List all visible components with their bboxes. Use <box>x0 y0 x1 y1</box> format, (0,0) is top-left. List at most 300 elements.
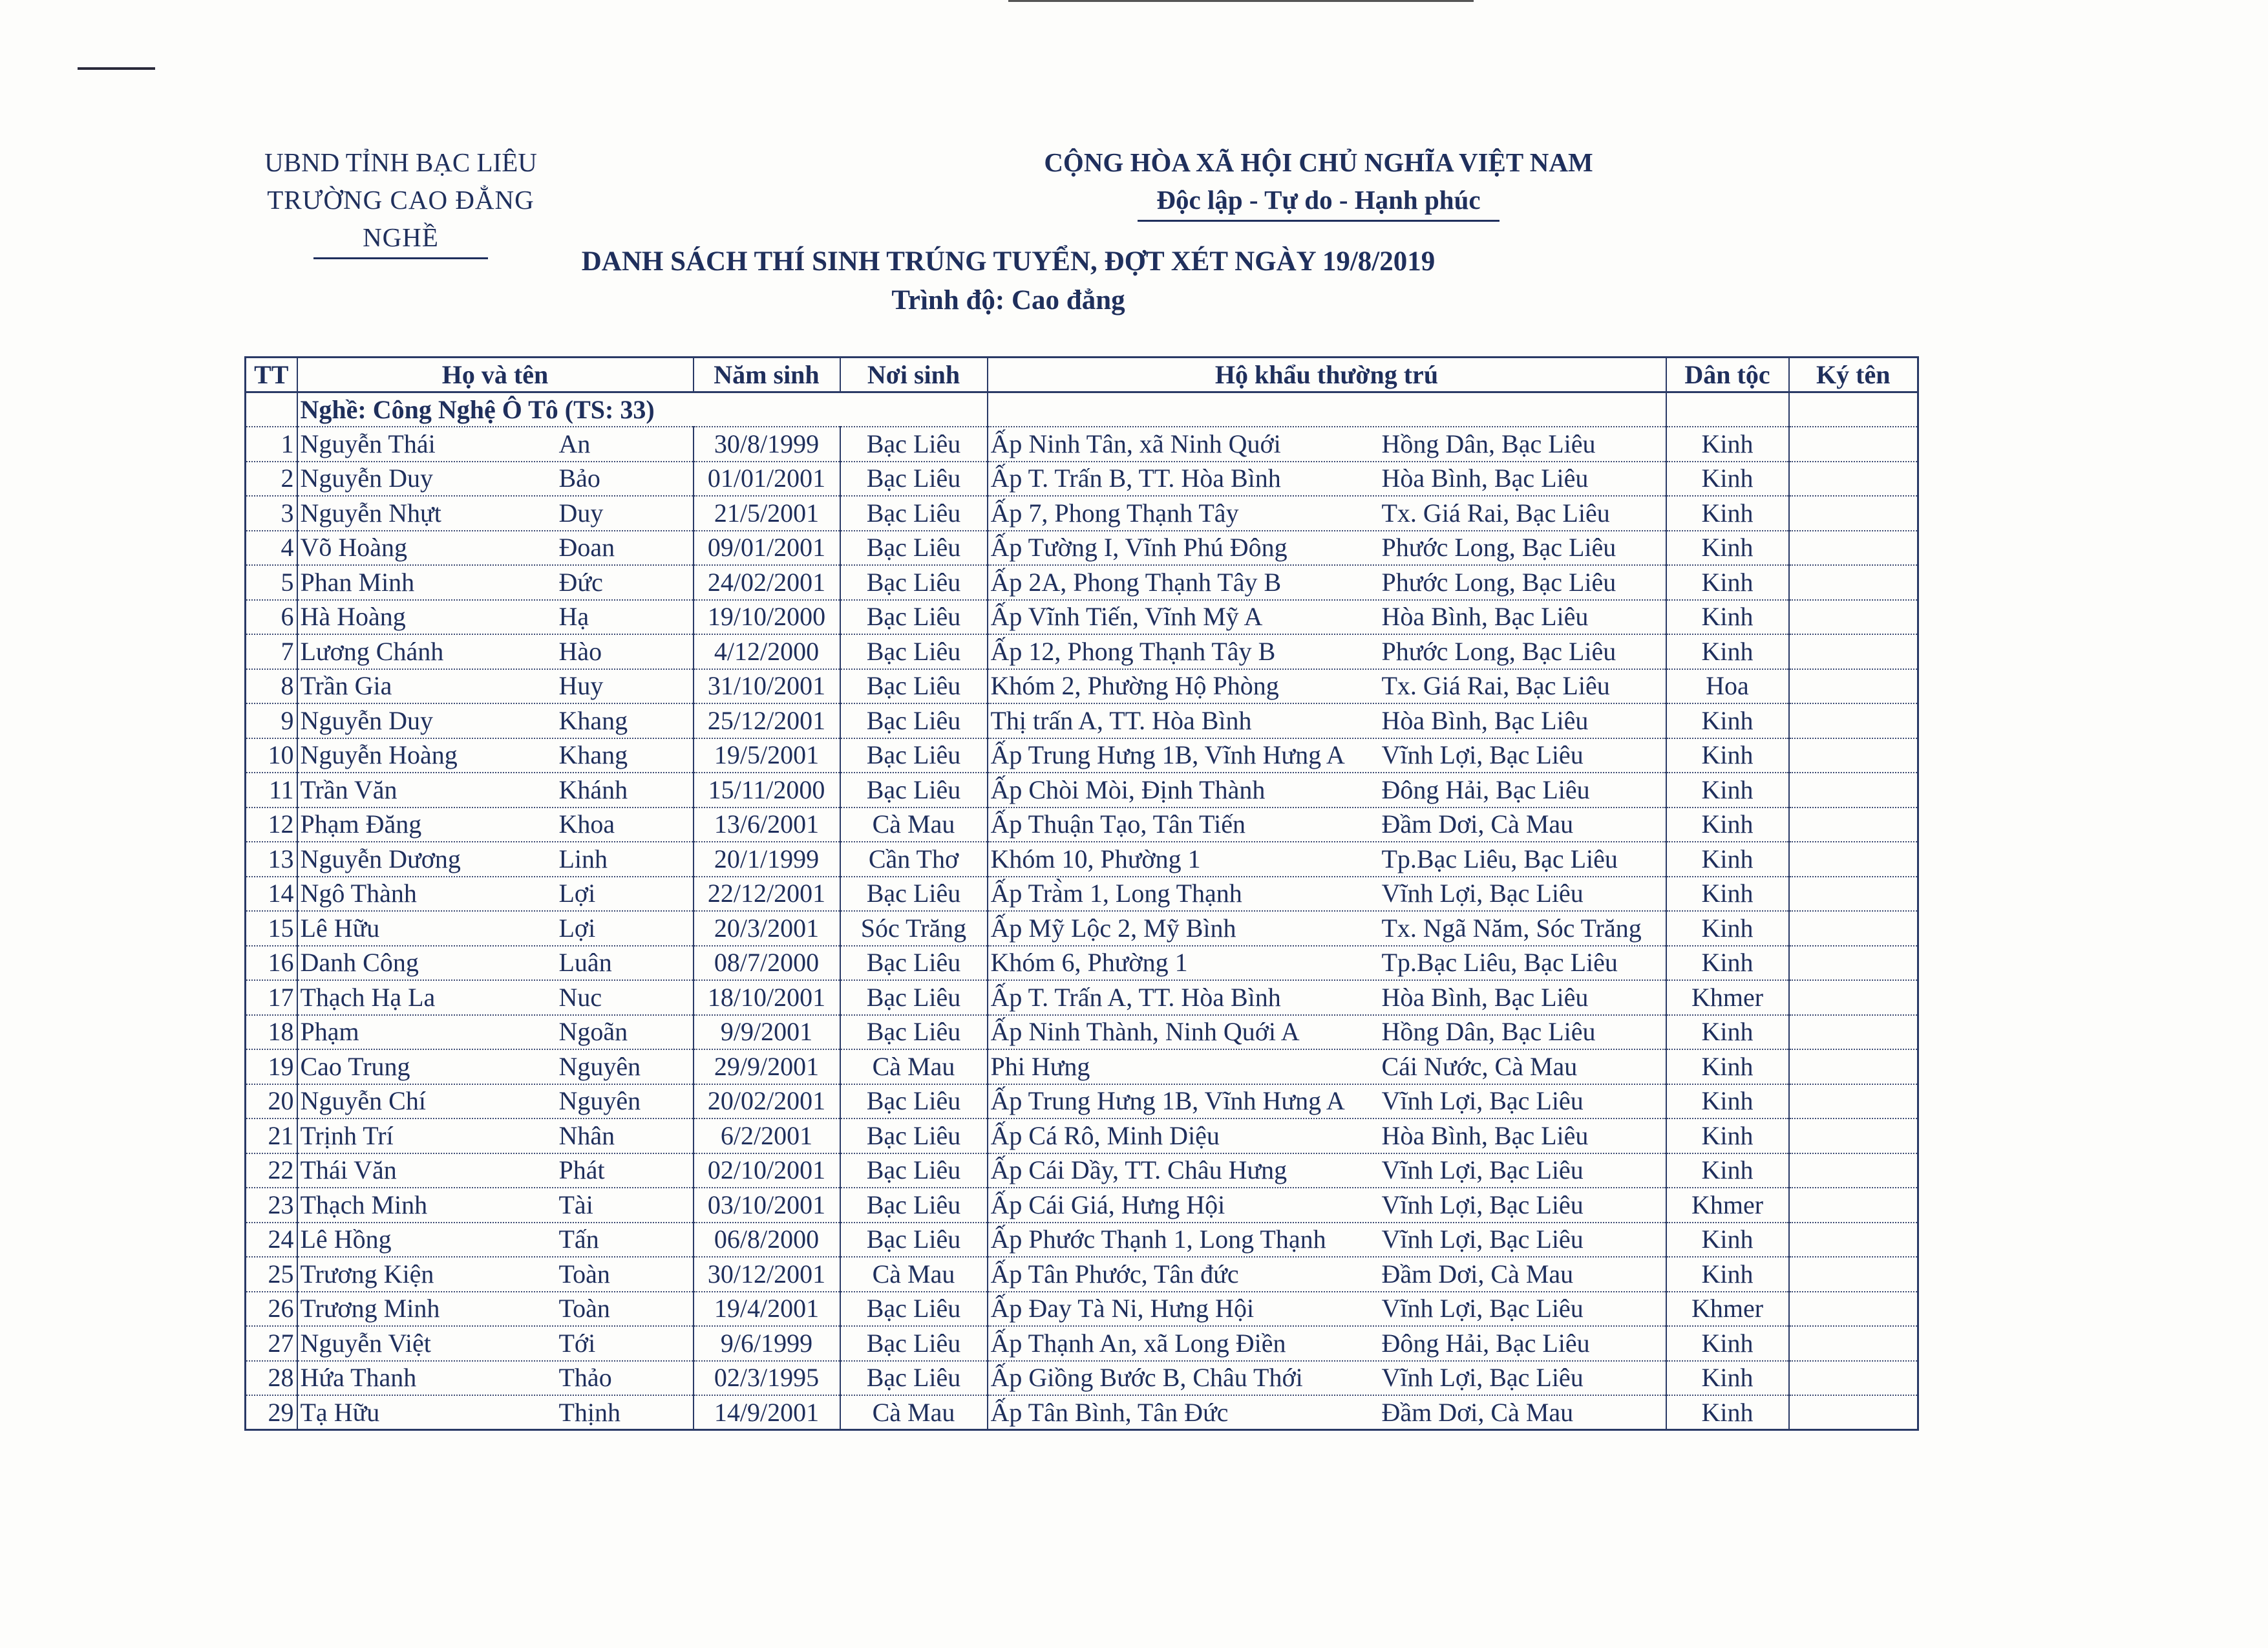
residence-cell <box>988 1118 1666 1153</box>
residence-address: Ấp Cá Rô, Minh Diệu <box>990 1120 1220 1150</box>
birthplace: Bạc Liêu <box>840 600 988 635</box>
student-given-name: Toàn <box>558 1294 610 1323</box>
residence-cell <box>988 1084 1666 1119</box>
motto-line-1: CỘNG HÒA XÃ HỘI CHỦ NGHĨA VIỆT NAM <box>1044 147 1593 177</box>
col-header-name: Họ và tên <box>297 358 694 392</box>
residence-address: Ấp Thuận Tạo, Tân Tiến <box>990 809 1245 839</box>
residence-district: Phước Long, Bạc Liêu <box>1381 636 1616 666</box>
row-number: 1 <box>246 427 297 462</box>
admission-table <box>244 356 1919 1431</box>
birthplace: Bạc Liêu <box>840 1188 988 1223</box>
student-family-name: Phạm <box>300 1017 359 1047</box>
signature-cell <box>1789 427 1918 462</box>
birthplace: Bạc Liêu <box>840 738 988 773</box>
student-given-name: Huy <box>558 671 604 701</box>
student-name-cell <box>297 808 694 842</box>
birthplace: Bạc Liêu <box>840 1292 988 1327</box>
student-name-cell <box>297 1188 694 1223</box>
residence-address: Ấp Trung Hưng 1B, Vĩnh Hưng A <box>990 740 1345 770</box>
student-family-name: Thạch Minh <box>300 1190 428 1219</box>
residence-cell <box>988 1049 1666 1084</box>
birthplace: Bạc Liêu <box>840 946 988 981</box>
birth-date: 09/01/2001 <box>694 531 840 566</box>
student-family-name: Hứa Thanh <box>300 1363 417 1393</box>
residence-cell <box>988 462 1666 497</box>
birth-date: 19/4/2001 <box>694 1292 840 1327</box>
residence-address: Thị trấn A, TT. Hòa Bình <box>990 705 1252 735</box>
ethnicity: Kinh <box>1666 462 1789 497</box>
table-row <box>246 980 1918 1015</box>
birth-date: 02/10/2001 <box>694 1153 840 1188</box>
ethnicity: Kinh <box>1666 877 1789 912</box>
student-name-cell <box>297 703 694 738</box>
national-motto <box>957 144 1680 222</box>
table-row <box>246 946 1918 981</box>
student-name-cell <box>297 1223 694 1257</box>
ethnicity: Kinh <box>1666 1223 1789 1257</box>
student-given-name: Tài <box>558 1190 593 1219</box>
birth-date: 24/02/2001 <box>694 565 840 600</box>
residence-cell <box>988 1292 1666 1327</box>
ethnicity: Kinh <box>1666 1084 1789 1119</box>
residence-district: Tp.Bạc Liêu, Bạc Liêu <box>1381 948 1618 978</box>
ethnicity: Kinh <box>1666 1015 1789 1050</box>
ethnicity: Kinh <box>1666 911 1789 946</box>
birth-date: 22/12/2001 <box>694 877 840 912</box>
residence-cell <box>988 600 1666 635</box>
row-number: 7 <box>246 634 297 669</box>
birthplace: Sóc Trăng <box>840 911 988 946</box>
birthplace: Bạc Liêu <box>840 1361 988 1396</box>
table-row <box>246 531 1918 566</box>
row-number: 24 <box>246 1223 297 1257</box>
motto-underline <box>1138 220 1500 222</box>
ethnicity: Kinh <box>1666 600 1789 635</box>
birth-date: 21/5/2001 <box>694 496 840 531</box>
student-name-cell <box>297 842 694 877</box>
row-number: 11 <box>246 773 297 808</box>
student-given-name: Khang <box>558 740 628 770</box>
residence-cell <box>988 1257 1666 1292</box>
residence-district: Hồng Dân, Bạc Liêu <box>1381 429 1596 458</box>
signature-cell <box>1789 738 1918 773</box>
authority-line-2: TRƯỜNG CAO ĐẲNG NGHỀ <box>267 185 535 252</box>
student-given-name: Toàn <box>558 1259 610 1289</box>
signature-cell <box>1789 911 1918 946</box>
residence-address: Ấp T. Trấn B, TT. Hòa Bình <box>990 464 1281 493</box>
signature-cell <box>1789 980 1918 1015</box>
residence-address: Ấp T. Trấn A, TT. Hòa Bình <box>990 982 1281 1012</box>
residence-district: Vĩnh Lợi, Bạc Liêu <box>1381 1363 1584 1393</box>
ethnicity: Khmer <box>1666 1188 1789 1223</box>
row-number: 22 <box>246 1153 297 1188</box>
col-header-birth-year: Năm sinh <box>694 358 840 392</box>
student-given-name: Lợi <box>558 913 596 943</box>
residence-cell <box>988 1153 1666 1188</box>
col-header-signature: Ký tên <box>1789 358 1918 392</box>
student-family-name: Lê Hữu <box>300 913 380 943</box>
signature-cell <box>1789 1257 1918 1292</box>
student-name-cell <box>297 427 694 462</box>
table-row <box>246 1153 1918 1188</box>
signature-cell <box>1789 1395 1918 1430</box>
row-number: 19 <box>246 1049 297 1084</box>
student-name-cell <box>297 462 694 497</box>
student-name-cell <box>297 1015 694 1050</box>
birthplace: Bạc Liêu <box>840 703 988 738</box>
birth-date: 6/2/2001 <box>694 1118 840 1153</box>
birth-date: 30/12/2001 <box>694 1257 840 1292</box>
table-row <box>246 808 1918 842</box>
col-header-ethnicity: Dân tộc <box>1666 358 1789 392</box>
birthplace: Cần Thơ <box>840 842 988 877</box>
residence-address: Ấp 7, Phong Thạnh Tây <box>990 498 1239 528</box>
row-number: 12 <box>246 808 297 842</box>
student-name-cell <box>297 669 694 704</box>
birth-date: 29/9/2001 <box>694 1049 840 1084</box>
residence-address: Ấp Tân Phước, Tân đức <box>990 1259 1239 1289</box>
table-row <box>246 703 1918 738</box>
student-family-name: Nguyễn Thái <box>300 429 436 458</box>
residence-address: Ấp Trà̀m 1, Long Thạnh <box>990 879 1242 908</box>
row-number: 9 <box>246 703 297 738</box>
document-subtitle: Trình độ: Cao đẳng <box>891 285 1125 316</box>
birth-date: 20/1/1999 <box>694 842 840 877</box>
row-number: 26 <box>246 1292 297 1327</box>
row-number: 21 <box>246 1118 297 1153</box>
student-name-cell <box>297 773 694 808</box>
signature-cell <box>1789 1118 1918 1153</box>
table-row <box>246 1292 1918 1327</box>
motto-line-2: Độc lập - Tự do - Hạnh phúc <box>1156 185 1481 215</box>
student-family-name: Trương Minh <box>300 1294 440 1323</box>
authority-line-1: UBND TỈNH BẠC LIÊU <box>264 147 537 177</box>
residence-cell <box>988 703 1666 738</box>
residence-district: Đông Hải, Bạc Liêu <box>1381 775 1590 804</box>
student-name-cell <box>297 496 694 531</box>
student-name-cell <box>297 1118 694 1153</box>
col-header-residence: Hộ khẩu thường trú <box>988 358 1666 392</box>
table-row <box>246 842 1918 877</box>
table-row <box>246 1015 1918 1050</box>
birthplace: Bạc Liêu <box>840 1015 988 1050</box>
ethnicity: Kinh <box>1666 634 1789 669</box>
residence-cell <box>988 1015 1666 1050</box>
table-row <box>246 911 1918 946</box>
ethnicity: Kinh <box>1666 427 1789 462</box>
student-name-cell <box>297 1326 694 1361</box>
residence-district: Đầm Dơi, Cà Mau <box>1381 809 1574 839</box>
signature-cell <box>1789 1084 1918 1119</box>
residence-cell <box>988 1188 1666 1223</box>
student-family-name: Thạch Hạ La <box>300 982 436 1012</box>
student-given-name: Khánh <box>558 775 628 804</box>
birthplace: Bạc Liêu <box>840 496 988 531</box>
row-number: 25 <box>246 1257 297 1292</box>
birth-date: 4/12/2000 <box>694 634 840 669</box>
student-name-cell <box>297 1049 694 1084</box>
table-row <box>246 496 1918 531</box>
residence-district: Đầm Dơi, Cà Mau <box>1381 1397 1574 1427</box>
student-family-name: Thái Văn <box>300 1155 397 1185</box>
birth-date: 02/3/1995 <box>694 1361 840 1396</box>
row-number: 20 <box>246 1084 297 1119</box>
student-family-name: Trịnh Trí <box>300 1120 394 1150</box>
student-family-name: Nguyễn Duy <box>300 464 434 493</box>
residence-district: Hòa Bình, Bạc Liêu <box>1381 705 1589 735</box>
residence-address: Ấp Giồng Bước B, Châu Thới <box>990 1363 1303 1393</box>
authority-underline <box>313 257 488 259</box>
ethnicity: Kinh <box>1666 1326 1789 1361</box>
signature-cell <box>1789 1153 1918 1188</box>
table-row <box>246 1395 1918 1430</box>
residence-district: Vĩnh Lợi, Bạc Liêu <box>1381 1225 1584 1254</box>
birth-date: 20/02/2001 <box>694 1084 840 1119</box>
student-name-cell <box>297 565 694 600</box>
birthplace: Bạc Liêu <box>840 1084 988 1119</box>
student-given-name: Lợi <box>558 879 596 908</box>
residence-district: Hòa Bình, Bạc Liêu <box>1381 602 1589 632</box>
student-given-name: Hạ <box>558 602 589 632</box>
residence-address: Phi Hưng <box>990 1051 1090 1081</box>
ethnicity: Kinh <box>1666 1361 1789 1396</box>
student-name-cell <box>297 1361 694 1396</box>
birth-date: 31/10/2001 <box>694 669 840 704</box>
signature-cell <box>1789 1223 1918 1257</box>
student-family-name: Phan Minh <box>300 567 415 597</box>
group-tt-cell <box>246 392 297 427</box>
birthplace: Bạc Liêu <box>840 427 988 462</box>
signature-cell <box>1789 1292 1918 1327</box>
birthplace: Bạc Liêu <box>840 877 988 912</box>
student-family-name: Nguyễn Việt <box>300 1328 431 1358</box>
birth-date: 01/01/2001 <box>694 462 840 497</box>
residence-cell <box>988 911 1666 946</box>
ethnicity: Kinh <box>1666 531 1789 566</box>
student-name-cell <box>297 738 694 773</box>
student-family-name: Nguyễn Dương <box>300 844 461 873</box>
row-number: 23 <box>246 1188 297 1223</box>
student-name-cell <box>297 1292 694 1327</box>
residence-cell <box>988 1361 1666 1396</box>
table-row <box>246 1361 1918 1396</box>
student-family-name: Phạm Đăng <box>300 809 422 839</box>
ethnicity: Khmer <box>1666 1292 1789 1327</box>
ethnicity: Kinh <box>1666 946 1789 981</box>
student-family-name: Nguyễn Chí <box>300 1086 426 1116</box>
residence-district: Cái Nước, Cà Mau <box>1381 1051 1578 1081</box>
student-family-name: Lương Chánh <box>300 636 444 666</box>
table-row <box>246 669 1918 704</box>
ethnicity: Kinh <box>1666 808 1789 842</box>
birthplace: Bạc Liêu <box>840 773 988 808</box>
birth-date: 13/6/2001 <box>694 808 840 842</box>
student-family-name: Lê Hồng <box>300 1225 392 1254</box>
residence-cell <box>988 427 1666 462</box>
residence-cell <box>988 565 1666 600</box>
student-given-name: Khang <box>558 705 628 735</box>
residence-cell <box>988 946 1666 981</box>
residence-address: Khóm 2, Phường Hộ Phòng <box>990 671 1279 701</box>
residence-district: Tx. Giá Rai, Bạc Liêu <box>1381 498 1610 528</box>
col-header-tt: TT <box>246 358 297 392</box>
birthplace: Bạc Liêu <box>840 1153 988 1188</box>
signature-cell <box>1789 462 1918 497</box>
residence-district: Vĩnh Lợi, Bạc Liêu <box>1381 1086 1584 1116</box>
residence-address: Ấp Tường I, Vĩnh Phú Đông <box>990 533 1288 562</box>
table-row <box>246 1084 1918 1119</box>
table-row <box>246 773 1918 808</box>
table-row <box>246 877 1918 912</box>
row-number: 16 <box>246 946 297 981</box>
student-given-name: Nguyên <box>558 1086 641 1116</box>
signature-cell <box>1789 946 1918 981</box>
table-row <box>246 600 1918 635</box>
table-row <box>246 1326 1918 1361</box>
birthplace: Bạc Liêu <box>840 1223 988 1257</box>
student-given-name: Nhân <box>558 1120 615 1150</box>
birthplace: Cà Mau <box>840 1257 988 1292</box>
residence-address: Ấp Tân Bình, Tân Đức <box>990 1397 1229 1427</box>
group-label: Nghề: Công Nghệ Ô Tô (TS: 33) <box>297 392 988 427</box>
birth-date: 9/6/1999 <box>694 1326 840 1361</box>
scan-mark-dash <box>78 67 155 70</box>
residence-district: Phước Long, Bạc Liêu <box>1381 567 1616 597</box>
row-number: 18 <box>246 1015 297 1050</box>
residence-address: Ấp Phước Thạnh 1, Long Thạnh <box>990 1225 1326 1254</box>
birthplace: Cà Mau <box>840 1049 988 1084</box>
residence-address: Ấp 2A, Phong Thạnh Tây B <box>990 567 1282 597</box>
residence-address: Ấp 12, Phong Thạnh Tây B <box>990 636 1276 666</box>
student-family-name: Trương Kiện <box>300 1259 434 1289</box>
signature-cell <box>1789 773 1918 808</box>
birth-date: 15/11/2000 <box>694 773 840 808</box>
ethnicity: Khmer <box>1666 980 1789 1015</box>
residence-cell <box>988 877 1666 912</box>
table-row <box>246 1257 1918 1292</box>
student-family-name: Hà Hoàng <box>300 602 406 632</box>
group-signature-cell <box>1789 392 1918 427</box>
residence-district: Vĩnh Lợi, Bạc Liêu <box>1381 1294 1584 1323</box>
birth-date: 9/9/2001 <box>694 1015 840 1050</box>
student-family-name: Danh Công <box>300 948 419 978</box>
student-family-name: Võ Hoàng <box>300 533 408 562</box>
student-family-name: Nguyễn Duy <box>300 705 434 735</box>
ethnicity: Kinh <box>1666 1153 1789 1188</box>
signature-cell <box>1789 842 1918 877</box>
student-family-name: Nguyễn Nhựt <box>300 498 441 528</box>
row-number: 29 <box>246 1395 297 1430</box>
birth-date: 06/8/2000 <box>694 1223 840 1257</box>
student-given-name: Tới <box>558 1328 596 1358</box>
birth-date: 20/3/2001 <box>694 911 840 946</box>
row-number: 8 <box>246 669 297 704</box>
student-given-name: Duy <box>558 498 604 528</box>
student-name-cell <box>297 1084 694 1119</box>
signature-cell <box>1789 808 1918 842</box>
residence-address: Ấp Ninh Thành, Ninh Quới A <box>990 1017 1300 1047</box>
student-given-name: Thịnh <box>558 1397 621 1427</box>
row-number: 5 <box>246 565 297 600</box>
student-name-cell <box>297 1395 694 1430</box>
residence-district: Hòa Bình, Bạc Liêu <box>1381 464 1589 493</box>
table-row <box>246 1049 1918 1084</box>
student-given-name: Luân <box>558 948 612 978</box>
signature-cell <box>1789 496 1918 531</box>
residence-cell <box>988 808 1666 842</box>
birth-date: 08/7/2000 <box>694 946 840 981</box>
residence-address: Khóm 10, Phường 1 <box>990 844 1201 873</box>
residence-district: Tx. Ngã Năm, Sóc Trăng <box>1381 913 1642 943</box>
residence-address: Ấp Ninh Tân, xã Ninh Quới <box>990 429 1281 458</box>
residence-district: Vĩnh Lợi, Bạc Liêu <box>1381 1155 1584 1185</box>
birthplace: Cà Mau <box>840 808 988 842</box>
residence-cell <box>988 496 1666 531</box>
student-given-name: Hào <box>558 636 602 666</box>
birth-date: 30/8/1999 <box>694 427 840 462</box>
residence-cell <box>988 1223 1666 1257</box>
residence-district: Hồng Dân, Bạc Liêu <box>1381 1017 1596 1047</box>
ethnicity: Kinh <box>1666 1395 1789 1430</box>
residence-cell <box>988 773 1666 808</box>
student-given-name: Thảo <box>558 1363 612 1393</box>
student-family-name: Nguyễn Hoàng <box>300 740 458 770</box>
student-family-name: Tạ Hữu <box>300 1397 380 1427</box>
signature-cell <box>1789 1326 1918 1361</box>
table-row <box>246 565 1918 600</box>
residence-cell <box>988 980 1666 1015</box>
residence-district: Đông Hải, Bạc Liêu <box>1381 1328 1590 1358</box>
ethnicity: Kinh <box>1666 1257 1789 1292</box>
birth-date: 03/10/2001 <box>694 1188 840 1223</box>
birthplace: Bạc Liêu <box>840 634 988 669</box>
student-name-cell <box>297 911 694 946</box>
residence-address: Ấp Cái Dầy, TT. Châu Hưng <box>990 1155 1288 1185</box>
birthplace: Cà Mau <box>840 1395 988 1430</box>
row-number: 27 <box>246 1326 297 1361</box>
birthplace: Bạc Liêu <box>840 531 988 566</box>
residence-district: Vĩnh Lợi, Bạc Liêu <box>1381 740 1584 770</box>
student-given-name: Nuc <box>558 982 602 1012</box>
student-name-cell <box>297 946 694 981</box>
student-given-name: An <box>558 429 591 458</box>
residence-cell <box>988 634 1666 669</box>
signature-cell <box>1789 877 1918 912</box>
student-family-name: Cao Trung <box>300 1051 410 1081</box>
ethnicity: Kinh <box>1666 738 1789 773</box>
residence-cell <box>988 1395 1666 1430</box>
birth-date: 18/10/2001 <box>694 980 840 1015</box>
student-name-cell <box>297 600 694 635</box>
table-row <box>246 738 1918 773</box>
signature-cell <box>1789 1015 1918 1050</box>
table-row <box>246 462 1918 497</box>
birth-date: 14/9/2001 <box>694 1395 840 1430</box>
residence-cell <box>988 738 1666 773</box>
student-name-cell <box>297 634 694 669</box>
row-number: 17 <box>246 980 297 1015</box>
group-residence-cell <box>988 392 1666 427</box>
residence-address: Ấp Mỹ Lộc 2, Mỹ Bình <box>990 913 1236 943</box>
student-name-cell <box>297 980 694 1015</box>
table-row <box>246 427 1918 462</box>
student-name-cell <box>297 1153 694 1188</box>
ethnicity: Kinh <box>1666 842 1789 877</box>
residence-address: Ấp Thạnh An, xã Long Điền <box>990 1328 1286 1358</box>
row-number: 3 <box>246 496 297 531</box>
birthplace: Bạc Liêu <box>840 669 988 704</box>
table-header-row <box>246 358 1918 392</box>
